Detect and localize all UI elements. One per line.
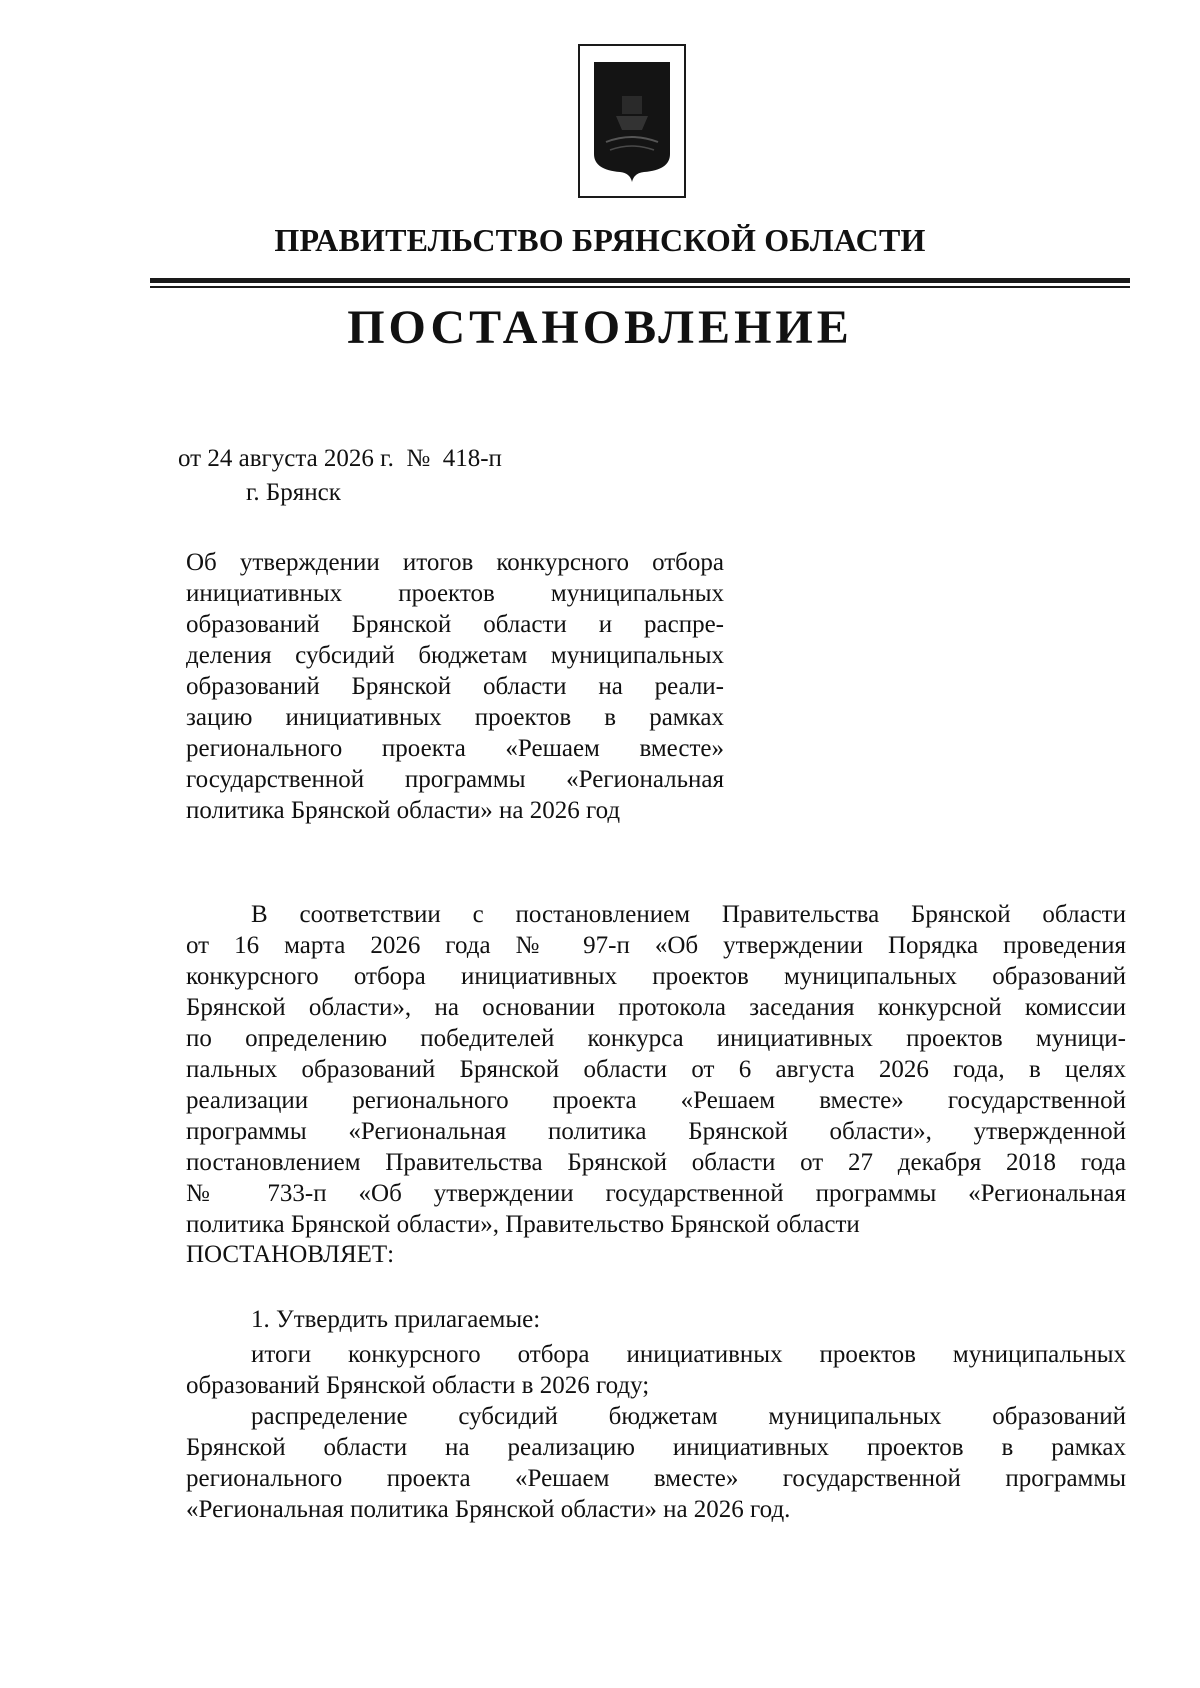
preamble-line: от 16 марта 2026 года № 97-п «Об утверждении Порядка проведения: [186, 932, 1126, 959]
preamble-line: В соответствии с постановлением Правительства Брянской области: [251, 901, 1126, 928]
item-1-subitem-results: [186, 1339, 1126, 1401]
date-and-number: от 24 августа 2026 г. № 418-п: [178, 445, 502, 472]
preamble-line: программы «Региональная политика Брянской области», утвержденной: [186, 1118, 1126, 1145]
preamble-line: конкурсного отбора инициативных проектов муниципальных образований: [186, 963, 1126, 990]
preamble-paragraph: [186, 899, 1126, 1240]
subitem-line: регионального проекта «Решаем вместе» государственной программы: [186, 1465, 1126, 1492]
preamble-line: постановлением Правительства Брянской области от 27 декабря 2018 года: [186, 1149, 1126, 1176]
organization-title: ПРАВИТЕЛЬСТВО БРЯНСКОЙ ОБЛАСТИ: [274, 222, 926, 258]
subject-line: образований Брянской области и распре-: [186, 611, 724, 638]
item-1-heading: 1. Утвердить прилагаемые:: [251, 1306, 541, 1333]
decree-word: ПОСТАНОВЛЯЕТ:: [186, 1241, 395, 1268]
preamble-line: по определению победителей конкурса инициативных проектов муници-: [186, 1025, 1126, 1052]
preamble-line: реализации регионального проекта «Решаем вместе» государственной: [186, 1087, 1126, 1114]
subject-line: государственной программы «Региональная: [186, 766, 724, 793]
preamble-line: Брянской области», на основании протокола заседания конкурсной комиссии: [186, 994, 1126, 1021]
header-rule-thick: [150, 278, 1130, 283]
subject-line: образований Брянской области на реали-: [186, 673, 724, 700]
city: г. Брянск: [246, 479, 341, 506]
coat-of-arms-emblem: [578, 44, 686, 198]
subitem-line: итоги конкурсного отбора инициативных проектов муниципальных: [251, 1341, 1126, 1368]
subitem-line: «Региональная политика Брянской области» на 2026 год.: [186, 1496, 791, 1523]
preamble-line: пальных образований Брянской области от 6 августа 2026 года, в целях: [186, 1056, 1126, 1083]
subject-line: инициативных проектов муниципальных: [186, 580, 724, 607]
header-rule-thin: [150, 286, 1130, 288]
subject-line: деления субсидий бюджетам муниципальных: [186, 642, 724, 669]
subitem-line: Брянской области на реализацию инициативных проектов в рамках: [186, 1434, 1126, 1461]
subitem-line: образований Брянской области в 2026 году;: [186, 1372, 650, 1399]
item-1-subitem-distribution: [186, 1401, 1126, 1525]
subitem-line: распределение субсидий бюджетам муниципальных образований: [251, 1403, 1126, 1430]
document-type-heading: ПОСТАНОВЛЕНИЕ: [347, 301, 853, 354]
subject-block: [186, 547, 724, 826]
subject-line: регионального проекта «Решаем вместе»: [186, 735, 724, 762]
preamble-line: № 733-п «Об утверждении государственной программы «Региональная: [186, 1180, 1126, 1207]
coat-of-arms-icon: [592, 58, 672, 184]
subject-line: Об утверждении итогов конкурсного отбора: [186, 549, 724, 576]
preamble-line: политика Брянской области», Правительство Брянской области: [186, 1211, 860, 1238]
subject-line: политика Брянской области» на 2026 год: [186, 797, 621, 824]
subject-line: зацию инициативных проектов в рамках: [186, 704, 724, 731]
